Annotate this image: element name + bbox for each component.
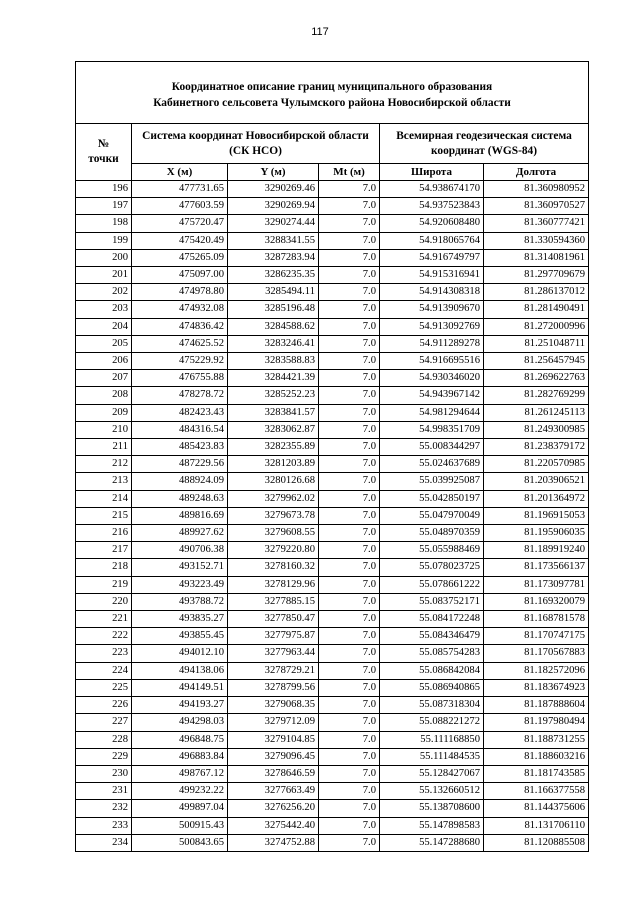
y-cell: 3279673.78 (228, 507, 319, 524)
table-row (76, 353, 589, 370)
mt-cell: 7.0 (319, 249, 380, 266)
point-number-cell: 230 (76, 765, 132, 782)
title-row (76, 62, 589, 124)
latitude-cell: 55.078661222 (380, 576, 484, 593)
table-row (76, 714, 589, 731)
longitude-cell: 81.166377558 (484, 783, 589, 800)
group-header-row (76, 124, 589, 164)
point-number-cell: 211 (76, 439, 132, 456)
y-cell: 3278799.56 (228, 679, 319, 696)
latitude-cell: 55.055988469 (380, 542, 484, 559)
latitude-cell: 55.024637689 (380, 456, 484, 473)
longitude-cell: 81.169320079 (484, 593, 589, 610)
mt-cell: 7.0 (319, 387, 380, 404)
table-row (76, 783, 589, 800)
table-row (76, 387, 589, 404)
mt-cell: 7.0 (319, 714, 380, 731)
point-number-cell: 205 (76, 335, 132, 352)
point-number-cell: 218 (76, 559, 132, 576)
longitude-cell: 81.360777421 (484, 215, 589, 232)
mt-cell: 7.0 (319, 783, 380, 800)
latitude-cell: 54.913092769 (380, 318, 484, 335)
y-cell: 3279068.35 (228, 697, 319, 714)
y-cell: 3278129.96 (228, 576, 319, 593)
point-number-cell: 196 (76, 181, 132, 198)
table-row (76, 456, 589, 473)
latitude-cell: 55.084346479 (380, 628, 484, 645)
latitude-cell: 54.998351709 (380, 421, 484, 438)
point-number-cell: 212 (76, 456, 132, 473)
x-cell: 494138.06 (132, 662, 228, 679)
y-cell: 3278160.32 (228, 559, 319, 576)
latitude-header: Широта (380, 164, 484, 181)
point-number-cell: 208 (76, 387, 132, 404)
latitude-cell: 54.916695516 (380, 353, 484, 370)
mt-cell: 7.0 (319, 456, 380, 473)
longitude-cell: 81.173097781 (484, 576, 589, 593)
longitude-cell: 81.330594360 (484, 232, 589, 249)
x-cell: 494012.10 (132, 645, 228, 662)
longitude-cell: 81.187888604 (484, 697, 589, 714)
point-number-cell: 216 (76, 525, 132, 542)
x-header: X (м) (132, 164, 228, 181)
y-cell: 3278646.59 (228, 765, 319, 782)
y-cell: 3284588.62 (228, 318, 319, 335)
x-cell: 475265.09 (132, 249, 228, 266)
latitude-cell: 55.111168850 (380, 731, 484, 748)
mt-cell: 7.0 (319, 834, 380, 851)
point-number-cell: 228 (76, 731, 132, 748)
mt-cell: 7.0 (319, 370, 380, 387)
x-cell: 488924.09 (132, 473, 228, 490)
table-row (76, 232, 589, 249)
longitude-cell: 81.181743585 (484, 765, 589, 782)
point-number-cell: 215 (76, 507, 132, 524)
table-row (76, 800, 589, 817)
latitude-cell: 55.078023725 (380, 559, 484, 576)
point-number-word: точки (88, 153, 119, 165)
longitude-cell: 81.360980952 (484, 181, 589, 198)
x-cell: 498767.12 (132, 765, 228, 782)
x-cell: 474836.42 (132, 318, 228, 335)
mt-cell: 7.0 (319, 645, 380, 662)
mt-cell: 7.0 (319, 232, 380, 249)
longitude-cell: 81.220570985 (484, 456, 589, 473)
y-cell: 3290269.46 (228, 181, 319, 198)
coordinates-document (75, 61, 588, 852)
x-cell: 482423.43 (132, 404, 228, 421)
latitude-cell: 55.039925087 (380, 473, 484, 490)
point-number-cell: 223 (76, 645, 132, 662)
y-cell: 3283588.83 (228, 353, 319, 370)
point-number-cell: 203 (76, 301, 132, 318)
y-cell: 3274752.88 (228, 834, 319, 851)
table-row (76, 490, 589, 507)
y-cell: 3279104.85 (228, 731, 319, 748)
table-row (76, 318, 589, 335)
longitude-cell: 81.188603216 (484, 748, 589, 765)
longitude-cell: 81.188731255 (484, 731, 589, 748)
table-title (76, 62, 589, 124)
longitude-cell: 81.282769299 (484, 387, 589, 404)
point-number-cell: 213 (76, 473, 132, 490)
latitude-cell: 54.914308318 (380, 284, 484, 301)
coordinates-table (75, 61, 589, 852)
latitude-cell: 55.086940865 (380, 679, 484, 696)
x-cell: 500915.43 (132, 817, 228, 834)
table-row (76, 611, 589, 628)
mt-cell: 7.0 (319, 215, 380, 232)
latitude-cell: 55.047970049 (380, 507, 484, 524)
mt-cell: 7.0 (319, 593, 380, 610)
y-cell: 3280126.68 (228, 473, 319, 490)
y-cell: 3277850.47 (228, 611, 319, 628)
latitude-cell: 55.008344297 (380, 439, 484, 456)
longitude-cell: 81.170747175 (484, 628, 589, 645)
x-cell: 485423.83 (132, 439, 228, 456)
longitude-cell: 81.173566137 (484, 559, 589, 576)
title-line-2: Кабинетного сельсовета Чулымского района Новосибирской области (153, 96, 511, 109)
table-row (76, 697, 589, 714)
mt-cell: 7.0 (319, 284, 380, 301)
mt-cell: 7.0 (319, 490, 380, 507)
mt-cell: 7.0 (319, 697, 380, 714)
longitude-cell: 81.170567883 (484, 645, 589, 662)
x-cell: 474932.08 (132, 301, 228, 318)
table-row (76, 439, 589, 456)
y-cell: 3283841.57 (228, 404, 319, 421)
mt-cell: 7.0 (319, 748, 380, 765)
x-cell: 494149.51 (132, 679, 228, 696)
y-cell: 3285196.48 (228, 301, 319, 318)
y-cell: 3285252.23 (228, 387, 319, 404)
x-cell: 475720.47 (132, 215, 228, 232)
latitude-cell: 55.128427067 (380, 765, 484, 782)
latitude-cell: 54.913909670 (380, 301, 484, 318)
y-cell: 3282355.89 (228, 439, 319, 456)
point-number-cell: 229 (76, 748, 132, 765)
mt-cell: 7.0 (319, 353, 380, 370)
y-cell: 3279096.45 (228, 748, 319, 765)
y-cell: 3276256.20 (228, 800, 319, 817)
table-row (76, 267, 589, 284)
table-row (76, 404, 589, 421)
table-row (76, 765, 589, 782)
title-line-1: Координатное описание границ муниципального образования (171, 80, 493, 93)
mt-cell: 7.0 (319, 611, 380, 628)
mt-cell: 7.0 (319, 473, 380, 490)
table-row (76, 525, 589, 542)
longitude-cell: 81.249300985 (484, 421, 589, 438)
point-number-cell: 225 (76, 679, 132, 696)
y-cell: 3279712.09 (228, 714, 319, 731)
latitude-cell: 54.943967142 (380, 387, 484, 404)
latitude-cell: 55.084172248 (380, 611, 484, 628)
point-number-cell: 202 (76, 284, 132, 301)
y-cell: 3283246.41 (228, 335, 319, 352)
y-cell: 3277663.49 (228, 783, 319, 800)
point-number-cell: 201 (76, 267, 132, 284)
mt-header: Mt (м) (319, 164, 380, 181)
x-cell: 475097.00 (132, 267, 228, 284)
point-number-cell: 199 (76, 232, 132, 249)
y-cell: 3278729.21 (228, 662, 319, 679)
point-number-header (76, 124, 132, 181)
mt-cell: 7.0 (319, 301, 380, 318)
x-cell: 494298.03 (132, 714, 228, 731)
coordinates-body (76, 181, 589, 852)
point-number-cell: 231 (76, 783, 132, 800)
latitude-cell: 55.042850197 (380, 490, 484, 507)
mt-cell: 7.0 (319, 542, 380, 559)
mt-cell: 7.0 (319, 817, 380, 834)
longitude-cell: 81.251048711 (484, 335, 589, 352)
point-number-cell: 207 (76, 370, 132, 387)
point-number-cell: 221 (76, 611, 132, 628)
table-row (76, 645, 589, 662)
wgs-system-header: Всемирная геодезическая система координат (WGS-84) (380, 124, 589, 164)
latitude-cell: 55.147898583 (380, 817, 484, 834)
mt-cell: 7.0 (319, 421, 380, 438)
longitude-cell: 81.144375606 (484, 800, 589, 817)
y-cell: 3279962.02 (228, 490, 319, 507)
latitude-cell: 54.930346020 (380, 370, 484, 387)
x-cell: 475420.49 (132, 232, 228, 249)
longitude-cell: 81.269622763 (484, 370, 589, 387)
table-row (76, 576, 589, 593)
mt-cell: 7.0 (319, 525, 380, 542)
mt-cell: 7.0 (319, 335, 380, 352)
point-number-cell: 206 (76, 353, 132, 370)
point-number-cell: 234 (76, 834, 132, 851)
x-cell: 493152.71 (132, 559, 228, 576)
mt-cell: 7.0 (319, 662, 380, 679)
longitude-cell: 81.168781578 (484, 611, 589, 628)
mt-cell: 7.0 (319, 628, 380, 645)
point-number-cell: 222 (76, 628, 132, 645)
x-cell: 475229.92 (132, 353, 228, 370)
latitude-cell: 55.111484535 (380, 748, 484, 765)
y-cell: 3277975.87 (228, 628, 319, 645)
y-cell: 3279220.80 (228, 542, 319, 559)
mt-cell: 7.0 (319, 800, 380, 817)
x-cell: 487229.56 (132, 456, 228, 473)
latitude-cell: 55.048970359 (380, 525, 484, 542)
point-number-cell: 197 (76, 198, 132, 215)
latitude-cell: 55.147288680 (380, 834, 484, 851)
point-number-cell: 210 (76, 421, 132, 438)
x-cell: 476755.88 (132, 370, 228, 387)
table-row (76, 507, 589, 524)
x-cell: 500843.65 (132, 834, 228, 851)
x-cell: 489927.62 (132, 525, 228, 542)
mt-cell: 7.0 (319, 181, 380, 198)
point-number-cell: 198 (76, 215, 132, 232)
x-cell: 496848.75 (132, 731, 228, 748)
mt-cell: 7.0 (319, 559, 380, 576)
table-row (76, 215, 589, 232)
table-row (76, 748, 589, 765)
mt-cell: 7.0 (319, 439, 380, 456)
x-cell: 493835.27 (132, 611, 228, 628)
table-row (76, 198, 589, 215)
latitude-cell: 55.086842084 (380, 662, 484, 679)
longitude-cell: 81.272000996 (484, 318, 589, 335)
longitude-cell: 81.183674923 (484, 679, 589, 696)
latitude-cell: 55.085754283 (380, 645, 484, 662)
longitude-cell: 81.189919240 (484, 542, 589, 559)
point-number-cell: 217 (76, 542, 132, 559)
table-row (76, 284, 589, 301)
y-cell: 3277963.44 (228, 645, 319, 662)
mt-cell: 7.0 (319, 679, 380, 696)
table-row (76, 473, 589, 490)
longitude-cell: 81.131706110 (484, 817, 589, 834)
longitude-cell: 81.314081961 (484, 249, 589, 266)
x-cell: 493223.49 (132, 576, 228, 593)
point-number-cell: 227 (76, 714, 132, 731)
longitude-cell: 81.195906035 (484, 525, 589, 542)
longitude-cell: 81.281490491 (484, 301, 589, 318)
y-header: Y (м) (228, 164, 319, 181)
longitude-cell: 81.196915053 (484, 507, 589, 524)
latitude-cell: 55.088221272 (380, 714, 484, 731)
point-number-cell: 204 (76, 318, 132, 335)
table-row (76, 249, 589, 266)
longitude-cell: 81.297709679 (484, 267, 589, 284)
point-number-cell: 224 (76, 662, 132, 679)
table-row (76, 181, 589, 198)
latitude-cell: 54.915316941 (380, 267, 484, 284)
y-cell: 3281203.89 (228, 456, 319, 473)
latitude-cell: 55.138708600 (380, 800, 484, 817)
table-row (76, 817, 589, 834)
mt-cell: 7.0 (319, 404, 380, 421)
latitude-cell: 54.937523843 (380, 198, 484, 215)
table-row (76, 662, 589, 679)
mt-cell: 7.0 (319, 765, 380, 782)
latitude-cell: 54.916749797 (380, 249, 484, 266)
x-cell: 489248.63 (132, 490, 228, 507)
point-number-cell: 226 (76, 697, 132, 714)
x-cell: 494193.27 (132, 697, 228, 714)
point-number-cell: 219 (76, 576, 132, 593)
mt-cell: 7.0 (319, 198, 380, 215)
latitude-cell: 54.920608480 (380, 215, 484, 232)
longitude-cell: 81.261245113 (484, 404, 589, 421)
y-cell: 3288341.55 (228, 232, 319, 249)
x-cell: 484316.54 (132, 421, 228, 438)
table-row (76, 679, 589, 696)
y-cell: 3285494.11 (228, 284, 319, 301)
longitude-cell: 81.201364972 (484, 490, 589, 507)
latitude-cell: 55.083752171 (380, 593, 484, 610)
point-number-cell: 214 (76, 490, 132, 507)
table-row (76, 559, 589, 576)
x-cell: 490706.38 (132, 542, 228, 559)
latitude-cell: 54.938674170 (380, 181, 484, 198)
y-cell: 3279608.55 (228, 525, 319, 542)
table-row (76, 421, 589, 438)
y-cell: 3286235.35 (228, 267, 319, 284)
latitude-cell: 55.132660512 (380, 783, 484, 800)
x-cell: 496883.84 (132, 748, 228, 765)
y-cell: 3277885.15 (228, 593, 319, 610)
point-number-cell: 232 (76, 800, 132, 817)
mt-cell: 7.0 (319, 731, 380, 748)
y-cell: 3287283.94 (228, 249, 319, 266)
x-cell: 474978.80 (132, 284, 228, 301)
point-number-symbol: № (97, 138, 110, 150)
longitude-header: Долгота (484, 164, 589, 181)
y-cell: 3284421.39 (228, 370, 319, 387)
page-number: 117 (311, 26, 329, 38)
table-row (76, 628, 589, 645)
local-system-header: Система координат Новосибирской области (СК НСО) (132, 124, 380, 164)
x-cell: 499897.04 (132, 800, 228, 817)
point-number-cell: 220 (76, 593, 132, 610)
column-header-row (76, 164, 589, 181)
latitude-cell: 54.981294644 (380, 404, 484, 421)
x-cell: 493788.72 (132, 593, 228, 610)
table-row (76, 370, 589, 387)
x-cell: 477603.59 (132, 198, 228, 215)
mt-cell: 7.0 (319, 576, 380, 593)
mt-cell: 7.0 (319, 507, 380, 524)
x-cell: 474625.52 (132, 335, 228, 352)
longitude-cell: 81.360970527 (484, 198, 589, 215)
latitude-cell: 54.911289278 (380, 335, 484, 352)
longitude-cell: 81.203906521 (484, 473, 589, 490)
y-cell: 3275442.40 (228, 817, 319, 834)
table-row (76, 834, 589, 851)
longitude-cell: 81.182572096 (484, 662, 589, 679)
longitude-cell: 81.286137012 (484, 284, 589, 301)
mt-cell: 7.0 (319, 267, 380, 284)
point-number-cell: 233 (76, 817, 132, 834)
x-cell: 493855.45 (132, 628, 228, 645)
mt-cell: 7.0 (319, 318, 380, 335)
x-cell: 478278.72 (132, 387, 228, 404)
point-number-cell: 200 (76, 249, 132, 266)
table-row (76, 542, 589, 559)
x-cell: 499232.22 (132, 783, 228, 800)
x-cell: 477731.65 (132, 181, 228, 198)
latitude-cell: 55.087318304 (380, 697, 484, 714)
longitude-cell: 81.256457945 (484, 353, 589, 370)
x-cell: 489816.69 (132, 507, 228, 524)
table-row (76, 593, 589, 610)
point-number-cell: 209 (76, 404, 132, 421)
y-cell: 3283062.87 (228, 421, 319, 438)
table-row (76, 301, 589, 318)
longitude-cell: 81.120885508 (484, 834, 589, 851)
latitude-cell: 54.918065764 (380, 232, 484, 249)
longitude-cell: 81.197980494 (484, 714, 589, 731)
table-row (76, 731, 589, 748)
y-cell: 3290274.44 (228, 215, 319, 232)
y-cell: 3290269.94 (228, 198, 319, 215)
table-row (76, 335, 589, 352)
longitude-cell: 81.238379172 (484, 439, 589, 456)
